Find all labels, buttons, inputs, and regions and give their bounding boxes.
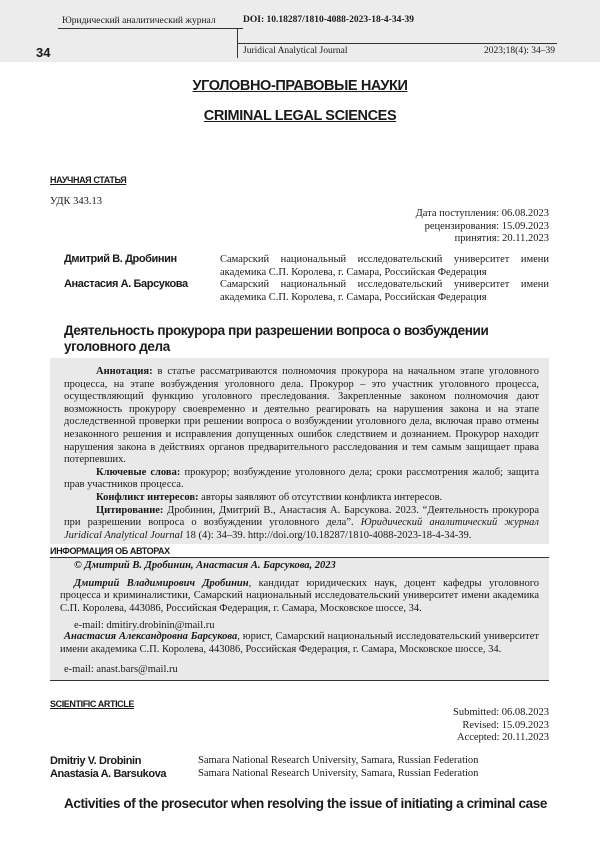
header-divider — [58, 28, 243, 29]
article-type-label: НАУЧНАЯ СТАТЬЯ — [50, 175, 127, 185]
udc: УДК 343.13 — [50, 196, 103, 207]
author-name-en: Dmitriy V. Drobinin — [50, 755, 142, 767]
date-reviewed: рецензирования: 15.09.2023 — [424, 220, 549, 232]
author-affiliation: Самарский национальный исследовательский университет имени академика С.П. Королева, г. Самара, Российская Федерация — [220, 254, 549, 278]
header-vertical-divider — [237, 28, 238, 58]
divider — [50, 680, 549, 681]
author-affiliation-en: Samara National Research University, Samara, Russian Federation — [198, 755, 479, 766]
citation-label: Цитирование: — [96, 504, 164, 516]
citation-text: Дробинин, Дмитрий В., Анастасия А. Барсукова. 2023. “Деятельность прокурора при разрешении вопроса о возбуждении уголовного дела”. — [64, 504, 539, 529]
author1-info — [60, 578, 539, 616]
copyright: © Дмитрий В. Дробинин, Анастасия А. Барсукова, 2023 — [74, 560, 336, 571]
author2-description: , юрист, Самарский национальный исследовательский университет имени академика С.П. Королева, 443086, Российская Федерация, г. Самара, Московское шоссе, 34. — [60, 631, 539, 655]
keywords-text: прокурор; возбуждение уголовного дела; сроки рассмотрения жалоб; защита прав участников процесса. — [64, 466, 539, 491]
journal-name-en: Juridical Analytical Journal — [243, 46, 348, 56]
conflict-label: Конфликт интересов: — [96, 491, 199, 503]
dates-en — [350, 707, 549, 745]
article-title-en: Activities of the prosecutor when resolving the issue of initiating a criminal case — [64, 796, 547, 811]
date-accepted-en: Accepted: 20.11.2023 — [456, 732, 549, 743]
keywords — [64, 467, 539, 492]
author-name-en: Anastasia A. Barsukova — [50, 768, 167, 780]
date-revised: Revised: 15.09.2023 — [462, 719, 549, 731]
author2-info — [60, 631, 539, 656]
author-info-label: ИНФОРМАЦИЯ ОБ АВТОРАХ — [50, 546, 170, 556]
date-received: Дата поступления: 06.08.2023 — [415, 208, 549, 219]
abstract — [64, 366, 539, 467]
citation-tail: 18 (4): 34–39. http://doi.org/10.18287/1810-4088-2023-18-4-34-39. — [182, 529, 472, 541]
conflict-text: авторы заявляют об отсутствии конфликта интересов. — [198, 491, 443, 503]
author1-email: e-mail: dmitiry.drobinin@mail.ru — [74, 620, 215, 632]
header-divider-right — [237, 43, 557, 44]
article-title-ru: Деятельность прокурора при разрешении вопроса о возбуждении уголовного дела — [64, 323, 489, 354]
author2-email: e-mail: anast.bars@mail.ru — [64, 664, 178, 676]
author-name: Анастасия А. Барсукова — [64, 278, 188, 290]
citation-journal: Юридический аналитический журнал Juridical Analytical Journal — [64, 517, 539, 541]
author1-description: , кандидат юридических наук, доцент кафедры уголовного процесса и криминалистики, Самарский национальный исследовательский университет имени академика С.П. Королева, 443086, Российская Федерация, г. Самара, Московское шоссе, 34. — [60, 577, 539, 614]
conflict — [64, 492, 539, 505]
author1-full-name: Дмитрий Владимирович Дробинин — [74, 577, 249, 589]
page-number: 34 — [36, 45, 51, 60]
abstract-label: Аннотация: — [96, 366, 153, 377]
author-affiliation-en: Samara National Research University, Samara, Russian Federation — [198, 768, 479, 779]
keywords-label: Ключевые слова: — [96, 466, 181, 478]
date-accepted: принятия: 20.11.2023 — [454, 233, 549, 244]
issue-info: 2023;18(4): 34–39 — [484, 46, 555, 56]
date-submitted: Submitted: 06.08.2023 — [453, 707, 549, 718]
abstract-box — [50, 358, 549, 544]
article-type-label-en: SCIENTIFIC ARTICLE — [50, 699, 134, 709]
author-affiliation: Самарский национальный исследовательский университет имени академика С.П. Королева, г. Самара, Российская Федерация — [220, 279, 549, 303]
citation — [64, 505, 539, 543]
journal-name-ru: Юридический аналитический журнал — [62, 16, 216, 26]
abstract-text: в статье рассматриваются полномочия прокурора на начальном этапе уголовного процесса, на этапе возбуждения уголовного дела. Прокурор – это участник уголовного процесса, осуществляющий функцию уголовного преследования. Закрепленные законом полномочия дают возможность прокурору своевременно и деятельно реагировать на нарушения закона и на этапе доследственной проверки при решении вопроса о возбуждении уголовного дела, включая право отмены незаконного решения и исправления допущенных ошибок следствием и дознанием. Прокурор находит нарушения закона в действиях органов предварительного расследования и тем самым защищает права потерпевших. — [64, 366, 539, 466]
dates-ru — [350, 208, 549, 246]
section-title-ru: УГОЛОВНО-ПРАВОВЫЕ НАУКИ — [192, 78, 408, 94]
author-name: Дмитрий В. Дробинин — [64, 253, 177, 265]
section-title-en: CRIMINAL LEGAL SCIENCES — [203, 108, 397, 124]
author2-block — [60, 631, 539, 677]
doi: DOI: 10.18287/1810-4088-2023-18-4-34-39 — [243, 15, 414, 25]
author2-full-name: Анастасия Александровна Барсукова — [64, 631, 238, 642]
